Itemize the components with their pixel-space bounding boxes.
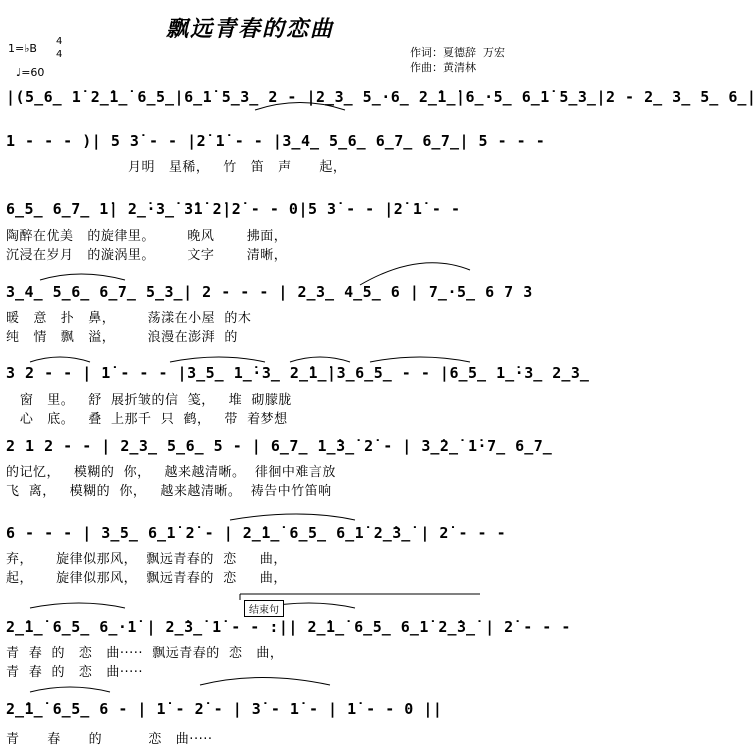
lyric-line: 心 底。 叠 上那千 只 鹤， 带 着梦想 <box>6 412 288 427</box>
time-signature-numerator: 4 <box>56 36 63 47</box>
notation-row: 3̲4̲ 5̲6̲ 6̲7̲ 5̲3̲| 2 - - - | 2̲3̲ 4̲5̲ 6 | 7̲·5̲ 6 7 3 <box>6 283 533 301</box>
slur <box>370 357 470 362</box>
notation-row: 2̲̇1̲̇ 6̲5̲ 6̲·1̇ | 2̲̇3̲̇ 1̇ - - :|| 2̲̇1̲̇ 6̲5̲ 6̲1̇ 2̲̇3̲̇ | 2̇ - - - <box>6 618 571 636</box>
slur <box>40 274 125 280</box>
notation-row: 6 - - - | 3̲5̲ 6̲1̇ 2̇ - | 2̲̇1̲̇ 6̲5̲ 6̲1̇ 2̲̇3̲̇ | 2̇ - - - <box>6 524 507 542</box>
lyric-line: 暖 意 扑 鼻， 荡漾在小屋 的木 <box>6 311 252 326</box>
lyric-line: 沉浸在岁月 的漩涡里。 文字 清晰， <box>6 248 288 263</box>
lyric-line: 陶醉在优美 的旋律里。 晚风 拂面， <box>6 229 288 244</box>
notation-row: |(5̲6̲ 1̇ 2̲̇1̲̇ 6̲5̲|6̲1̇ 5̲3̲ 2 - |2̲3̲ 5̲·6̲ 2̲̇1̲̇|6̲·5̲ 6̲1̇ 5̲3̲|2 - 2̲ 3̲ 5̲ 6̲| <box>6 88 756 106</box>
notation-row: 2 1 2 - - | 2̲3̲ 5̲6̲ 5 - | 6̲7̲ 1̲̇3̲̇ 2̇ - | 3̲̇2̲̇ 1̇·7̲ 6̲7̲ <box>6 437 553 455</box>
slur <box>200 678 330 686</box>
lyric-line: 起， 旋律似那风， 飘远青春的 恋 曲， <box>6 571 287 586</box>
lyric-line: 窗 里。 舒 展折皱的信 笺， 堆 砌朦胧 <box>6 393 292 408</box>
coda-label: 结束句 <box>244 600 284 617</box>
page-title: 飘远青春的恋曲 <box>165 16 334 42</box>
slur <box>30 357 90 362</box>
lyric-line: 的记忆， 模糊的 你， 越来越清晰。 徘徊中难言放 <box>6 465 336 480</box>
time-signature-denominator: 4 <box>56 49 63 60</box>
lyric-line: 飞 离， 模糊的 你， 越来越清晰。 祷告中竹笛响 <box>6 484 332 499</box>
notation-row: 6̲5̲ 6̲7̲ 1̇| 2̲̇·3̲̇ 3̇1̇ 2̇|2̇ - - 0|5 3̇ - - |2̇ 1̇ - - <box>6 200 461 218</box>
notation-row: 2̲̇1̲̇ 6̲5̲ 6 - | 1̇ - 2̇ - | 3̇ - 1̇ - | 1̇ - - 0 || <box>6 700 443 718</box>
slur <box>170 357 265 362</box>
lyric-line: 纯 情 飘 溢， 浪漫在澎湃 的 <box>6 330 238 345</box>
lyricist-credit: 作词：夏德辞 万宏 <box>410 46 505 59</box>
slur <box>230 514 355 520</box>
lyric-line: 弃， 旋律似那风， 飘远青春的 恋 曲， <box>6 552 287 567</box>
lyric-line: 青 春 的 恋 曲····· <box>6 732 213 747</box>
composer-credit: 作曲：黄清林 <box>410 61 476 74</box>
slur <box>360 263 470 285</box>
lyric-line: 青 春 的 恋 曲····· <box>6 665 143 680</box>
slur <box>30 603 125 608</box>
key-signature: 1=♭B <box>8 42 37 55</box>
lyric-line: 月明 星稀， 竹 笛 声 起， <box>128 160 347 175</box>
slur <box>30 687 110 692</box>
notation-row: 1 - - - )| 5 3̇ - - |2̇ 1̇ - - |3̲4̲ 5̲6̲ 6̲7̲ 6̲7̲| 5 - - - <box>6 132 546 150</box>
notation-row: 3 2 - - | 1̇ - - - |3̲5̲ 1̲̇·3̲ 2̲̇1̲̇|3̲6̲5̲ - - |6̲5̲ 1̲̇·3̲ 2̲3̲ <box>6 364 590 382</box>
slur <box>290 357 350 362</box>
lyric-line: 青 春 的 恋 曲····· 飘远青春的 恋 曲， <box>6 646 284 661</box>
tempo-marking: ♩=60 <box>16 66 45 79</box>
